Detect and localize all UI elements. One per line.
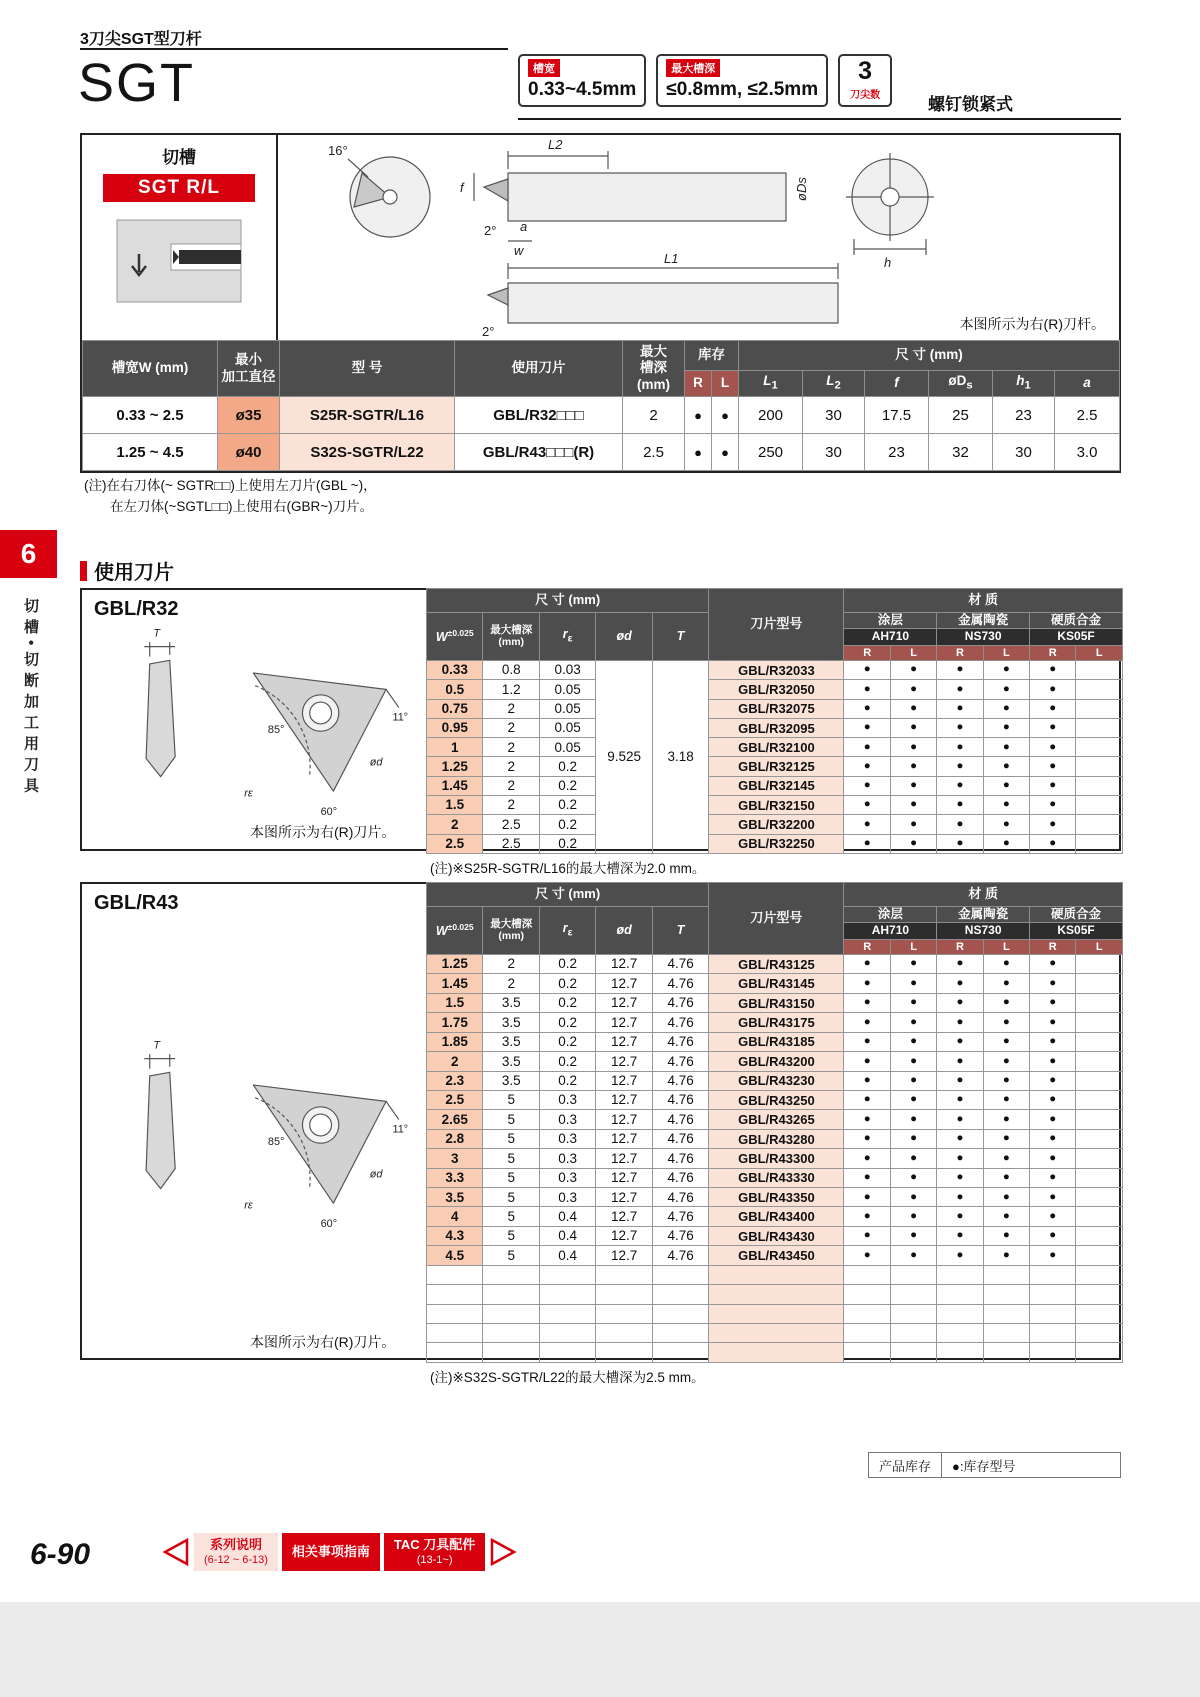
col-model: 型 号 — [280, 341, 455, 397]
col-od: ød — [596, 907, 652, 955]
insert-table-row: 4.5 5 0.4 12.7 4.76 GBL/R43450 ● ● ● ● ● — [427, 1246, 1123, 1265]
insert-table-row: 4.3 5 0.4 12.7 4.76 GBL/R43430 ● ● ● ● ● — [427, 1226, 1123, 1245]
insert-dim-re: rε — [244, 1199, 253, 1212]
insert-table-row: 0.33 0.8 0.03 9.525 3.18 GBL/R32033 ● ● ● ● ● — [427, 661, 1123, 680]
dim-label-l1: L1 — [664, 251, 679, 266]
insert-header-row-4: R L R L R L — [427, 646, 1123, 661]
insert-table-row: 1.5 2 0.2 GBL/R32150 ● ● ● ● ● — [427, 796, 1123, 815]
nav-related-guide[interactable]: 相关事项指南 — [282, 1533, 380, 1571]
insert-table-row: 1.85 3.5 0.2 12.7 4.76 GBL/R43185 ● ● ● ● ● — [427, 1032, 1123, 1051]
series-name: SGT — [78, 53, 196, 113]
gbl43-table — [426, 882, 1123, 1363]
chapter-vertical-label: 切槽•切断加工用刀具 — [22, 598, 39, 799]
gbl43-table-body — [427, 955, 1123, 1363]
insert-table-row: 0.75 2 0.05 GBL/R32075 ● ● ● ● ● — [427, 699, 1123, 718]
insert-table-row: 1.5 3.5 0.2 12.7 4.76 GBL/R43150 ● ● ● ● ● — [427, 993, 1123, 1012]
insert-dim-85deg: 85° — [267, 1136, 285, 1148]
insert-table-row: 3 5 0.3 12.7 4.76 GBL/R43300 ● ● ● ● ● — [427, 1149, 1123, 1168]
col-ds: $øD_s$ — [929, 371, 993, 397]
insert-table-row: 0.95 2 0.05 GBL/R32095 ● ● ● ● ● — [427, 718, 1123, 737]
col-depth: 最大槽深 (mm) — [483, 907, 539, 955]
category-title: 3刀尖SGT型刀杆 — [80, 31, 202, 48]
stock-legend — [868, 1452, 1121, 1478]
insert-table-row: 3.3 5 0.3 12.7 4.76 GBL/R43330 ● ● ● ● ● — [427, 1168, 1123, 1187]
groove-operation-diagram — [109, 210, 249, 310]
col-stock-r: R — [685, 371, 712, 397]
insert-table-row: 0.5 1.2 0.05 GBL/R32050 ● ● ● ● ● — [427, 680, 1123, 699]
col-coating: 涂层 — [844, 613, 937, 629]
insert-diagram — [117, 1034, 417, 1236]
spec-groove-width-value: 0.33~4.5mm — [528, 79, 637, 100]
col-stock-l: L — [712, 371, 739, 397]
col-l1: $L_1$ — [739, 371, 803, 397]
col-insert: 使用刀片 — [455, 341, 623, 397]
grade-ah710: AH710 — [844, 629, 937, 646]
col-insert-model: 刀片型号 — [709, 883, 844, 955]
holder-section-box — [80, 133, 1121, 473]
insert-table-empty-row — [427, 1304, 1123, 1323]
next-arrow-icon[interactable] — [489, 1537, 519, 1567]
col-min-dia: 最小 加工直径 — [218, 341, 280, 397]
insert-table-row: 2.3 3.5 0.2 12.7 4.76 GBL/R43230 ● ● ● ● ● — [427, 1071, 1123, 1090]
footer-navigation — [160, 1532, 519, 1572]
dim-label-f: f — [460, 180, 464, 195]
insert-dim-t: T — [153, 1039, 161, 1052]
col-groove-width: 槽宽W (mm) — [83, 341, 218, 397]
grade-ks05f: KS05F — [1030, 629, 1123, 646]
dim-label-h: h — [884, 255, 892, 270]
bottom-margin-strip — [0, 1602, 1200, 1697]
gbl32-caption: 本图所示为右(R)刀片。 — [250, 824, 396, 840]
gbl32-note: (注)※S25R-SGTR/L16的最大槽深为2.0 mm。 — [430, 861, 706, 876]
gbl32-table-body — [427, 661, 1123, 854]
spec-max-depth-value: ≤0.8mm, ≤2.5mm — [666, 79, 819, 100]
groove-type-label: 切槽 — [162, 148, 196, 167]
grade-ks05f: KS05F — [1030, 923, 1123, 940]
col-l2: $L_2$ — [803, 371, 865, 397]
header-rule — [518, 118, 1121, 120]
holder-table-row: 1.25 ~ 4.5 ø40 S32S-SGTR/L22 GBL/R43□□□(R) 2.5 ● ● 250 30 23 32 30 3.0 — [83, 434, 1120, 471]
col-a: a — [1055, 371, 1120, 397]
insert-dim-od: ød — [369, 756, 383, 769]
inserts-section-title: 使用刀片 — [80, 556, 174, 585]
col-insert-model: 刀片型号 — [709, 589, 844, 661]
insert-table-row: 1.25 2 0.2 12.7 4.76 GBL/R43125 ● ● ● ● ● — [427, 955, 1123, 974]
chapter-tab: 6 — [0, 530, 57, 578]
col-coating: 涂层 — [844, 907, 937, 923]
col-cermet: 金属陶瓷 — [937, 613, 1030, 629]
stock-legend-label: 产品库存 — [869, 1453, 942, 1477]
grade-ns730: NS730 — [937, 923, 1030, 940]
lock-type-label: 螺钉锁紧式 — [928, 95, 1013, 114]
col-h1: $h_1$ — [993, 371, 1055, 397]
insert-table-row: 2.8 5 0.3 12.7 4.76 GBL/R43280 ● ● ● ● ● — [427, 1129, 1123, 1148]
title-rule — [80, 48, 508, 50]
insert-table-row: 2 3.5 0.2 12.7 4.76 GBL/R43200 ● ● ● ● ● — [427, 1052, 1123, 1071]
holder-drawing-caption: 本图所示为右(R)刀杆。 — [959, 316, 1105, 332]
dim-label-ds: øDs — [794, 177, 809, 201]
dim-label-a: a — [520, 219, 528, 234]
col-depth: 最大槽深 (mm) — [483, 613, 539, 661]
spec-groove-width-label: 槽宽 — [528, 59, 560, 77]
col-re: $r_\varepsilon$ — [539, 613, 595, 661]
insert-table-empty-row — [427, 1285, 1123, 1304]
note-line-2: 在左刀体(~SGTL□□)上使用右(GBR~)刀片。 — [110, 498, 374, 514]
holder-table-body — [83, 397, 1120, 471]
col-stock: 库存 — [685, 341, 739, 371]
insert-table-row: 2 2.5 0.2 GBL/R32200 ● ● ● ● ● — [427, 815, 1123, 834]
insert-diagram — [117, 622, 417, 824]
insert-dim-re: rε — [244, 787, 253, 800]
holder-header-row-1 — [83, 341, 1120, 371]
insert-table-empty-row — [427, 1343, 1123, 1363]
spec-groove-width — [518, 54, 646, 107]
note-line-1: (注)在右刀体(~ SGTR□□)上使用左刀片(GBL ~)， — [84, 478, 377, 493]
insert-dim-85deg: 85° — [267, 724, 285, 736]
insert-table-row: 1 2 0.05 GBL/R32100 ● ● ● ● ● — [427, 738, 1123, 757]
col-dims: 尺 寸 (mm) — [427, 589, 709, 613]
col-t: T — [652, 907, 708, 955]
dim-label-w: w — [514, 243, 524, 258]
holder-table-note — [84, 476, 377, 518]
series-badge: SGT R/L — [103, 174, 255, 202]
insert-table-row: 4 5 0.4 12.7 4.76 GBL/R43400 ● ● ● ● ● — [427, 1207, 1123, 1226]
nav-series-description[interactable]: 系列说明 (6-12 ~ 6-13) — [194, 1533, 278, 1571]
col-cermet: 金属陶瓷 — [937, 907, 1030, 923]
holder-technical-drawing — [278, 135, 1118, 338]
insert-dim-11deg: 11° — [392, 711, 409, 724]
insert-dim-od: ød — [369, 1168, 383, 1181]
insert-table-row: 2.5 2.5 0.2 GBL/R32250 ● ● ● ● ● — [427, 834, 1123, 853]
col-w: $W^{\pm 0.025}$ — [427, 613, 483, 661]
spec-tips-count — [838, 54, 892, 107]
holder-drawing-cell — [278, 135, 1119, 340]
grade-ns730: NS730 — [937, 629, 1030, 646]
page-number: 6-90 — [30, 1538, 91, 1571]
gbl32-table — [426, 588, 1123, 854]
prev-arrow-icon[interactable] — [160, 1537, 190, 1567]
col-od: ød — [596, 613, 652, 661]
dim-label-16deg: 16° — [328, 143, 348, 158]
gbl32-box — [80, 588, 1121, 851]
section-title-bar-icon — [80, 561, 87, 581]
insert-table-row: 1.25 2 0.2 GBL/R32125 ● ● ● ● ● — [427, 757, 1123, 776]
col-dims: 尺 寸 (mm) — [427, 883, 709, 907]
insert-table-row: 2.65 5 0.3 12.7 4.76 GBL/R43265 ● ● ● ● ● — [427, 1110, 1123, 1129]
gbl43-box — [80, 882, 1121, 1360]
col-f: f — [865, 371, 929, 397]
insert-header-row-1 — [427, 589, 1123, 613]
col-w: $W^{\pm 0.025}$ — [427, 907, 483, 955]
col-material: 材 质 — [844, 883, 1123, 907]
nav-tac-accessories[interactable]: TAC 刀具配件 (13-1~) — [384, 1533, 485, 1571]
dim-label-2deg: 2° — [484, 223, 497, 238]
holder-table-row: 0.33 ~ 2.5 ø35 S25R-SGTR/L16 GBL/R32□□□ 2 ● ● 200 30 17.5 25 23 2.5 — [83, 397, 1120, 434]
insert-dim-t: T — [153, 627, 161, 640]
insert-table-row: 3.5 5 0.3 12.7 4.76 GBL/R43350 ● ● ● ● ● — [427, 1188, 1123, 1207]
insert-table-row: 2.5 5 0.3 12.7 4.76 GBL/R43250 ● ● ● ● ● — [427, 1090, 1123, 1109]
col-re: $r_\varepsilon$ — [539, 907, 595, 955]
insert-header-row-4: R L R L R L — [427, 940, 1123, 955]
holder-table — [82, 340, 1120, 471]
insert-dim-11deg: 11° — [392, 1123, 409, 1136]
insert-header-row-1 — [427, 883, 1123, 907]
tips-count-value: 3 — [858, 57, 873, 85]
col-carbide: 硬质合金 — [1030, 907, 1123, 923]
spec-max-depth — [656, 54, 828, 107]
stock-legend-value: ●:库存型号 — [952, 1458, 1016, 1474]
insert-table-empty-row — [427, 1324, 1123, 1343]
col-carbide: 硬质合金 — [1030, 613, 1123, 629]
spec-max-depth-label: 最大槽深 — [666, 59, 720, 77]
gbl43-caption: 本图所示为右(R)刀片。 — [250, 1334, 396, 1350]
insert-table-empty-row — [427, 1265, 1123, 1284]
groove-type-cell — [82, 135, 278, 340]
col-material: 材 质 — [844, 589, 1123, 613]
gbl32-title: GBL/R32 — [94, 598, 179, 620]
col-t: T — [652, 613, 708, 661]
dim-label-2deg-b: 2° — [482, 324, 495, 338]
tips-count-label: 刀尖数 — [850, 89, 881, 101]
insert-dim-60deg: 60° — [320, 1217, 338, 1230]
dim-label-l2: L2 — [548, 137, 563, 152]
gbl43-note: (注)※S32S-SGTR/L22的最大槽深为2.5 mm。 — [430, 1370, 705, 1385]
insert-table-row: 1.45 2 0.2 12.7 4.76 GBL/R43145 ● ● ● ● ● — [427, 974, 1123, 993]
insert-dim-60deg: 60° — [320, 805, 338, 818]
col-dimensions: 尺 寸 (mm) — [739, 341, 1120, 371]
col-max-depth: 最大 槽深 (mm) — [623, 341, 685, 397]
spec-boxes — [518, 54, 892, 107]
insert-table-row: 1.45 2 0.2 GBL/R32145 ● ● ● ● ● — [427, 776, 1123, 795]
gbl43-title: GBL/R43 — [94, 892, 179, 914]
grade-ah710: AH710 — [844, 923, 937, 940]
drawing-row — [82, 135, 1119, 340]
insert-table-row: 1.75 3.5 0.2 12.7 4.76 GBL/R43175 ● ● ● ● ● — [427, 1013, 1123, 1032]
